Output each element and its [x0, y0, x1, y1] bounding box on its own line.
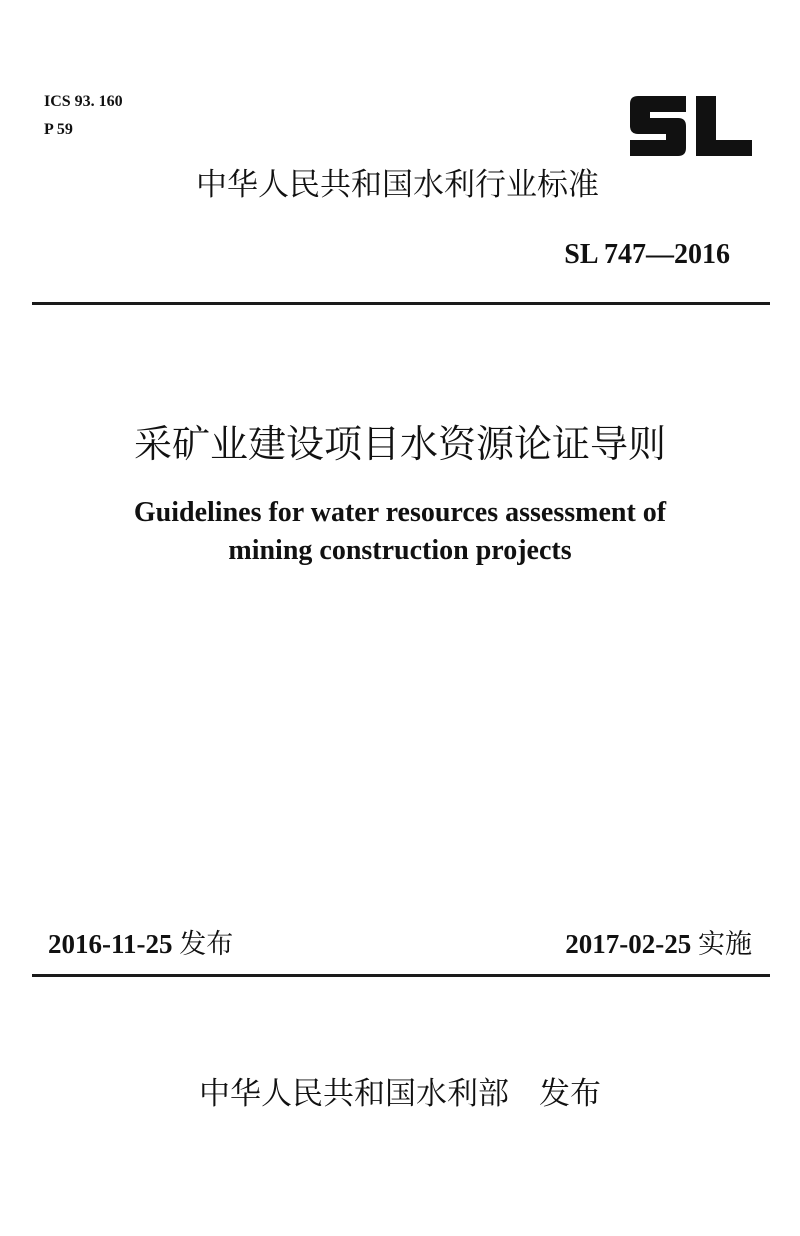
- publisher-action: 发布: [539, 1076, 601, 1112]
- title-english: [0, 494, 800, 570]
- title-english-line-2: mining construction projects: [228, 535, 572, 566]
- issue-date-block: [48, 924, 233, 965]
- standard-number: SL 747—2016: [564, 239, 730, 270]
- title-chinese: 采矿业建设项目水资源论证导则: [133, 422, 666, 466]
- title-english-line-1: Guidelines for water resources assessment of: [133, 497, 667, 528]
- bottom-divider: [32, 974, 770, 977]
- publisher-block: [0, 1072, 800, 1116]
- implementation-date: 2017-02-25: [565, 929, 692, 959]
- sl-logo-letter-l: [696, 96, 752, 156]
- sl-logo: [626, 94, 754, 158]
- top-divider: [32, 302, 770, 305]
- issue-date: 2016-11-25: [48, 929, 173, 959]
- implementation-date-block: [565, 924, 752, 965]
- implementation-label: 实施: [698, 929, 752, 960]
- sl-logo-letter-s: [630, 96, 686, 156]
- ics-code: ICS 93. 160: [44, 93, 123, 110]
- ccs-code: P 59: [44, 121, 73, 138]
- issuer-header: 中华人民共和国水利行业标准: [196, 167, 599, 203]
- issue-label: 发布: [179, 929, 234, 960]
- publisher-name: 中华人民共和国水利部: [199, 1076, 509, 1112]
